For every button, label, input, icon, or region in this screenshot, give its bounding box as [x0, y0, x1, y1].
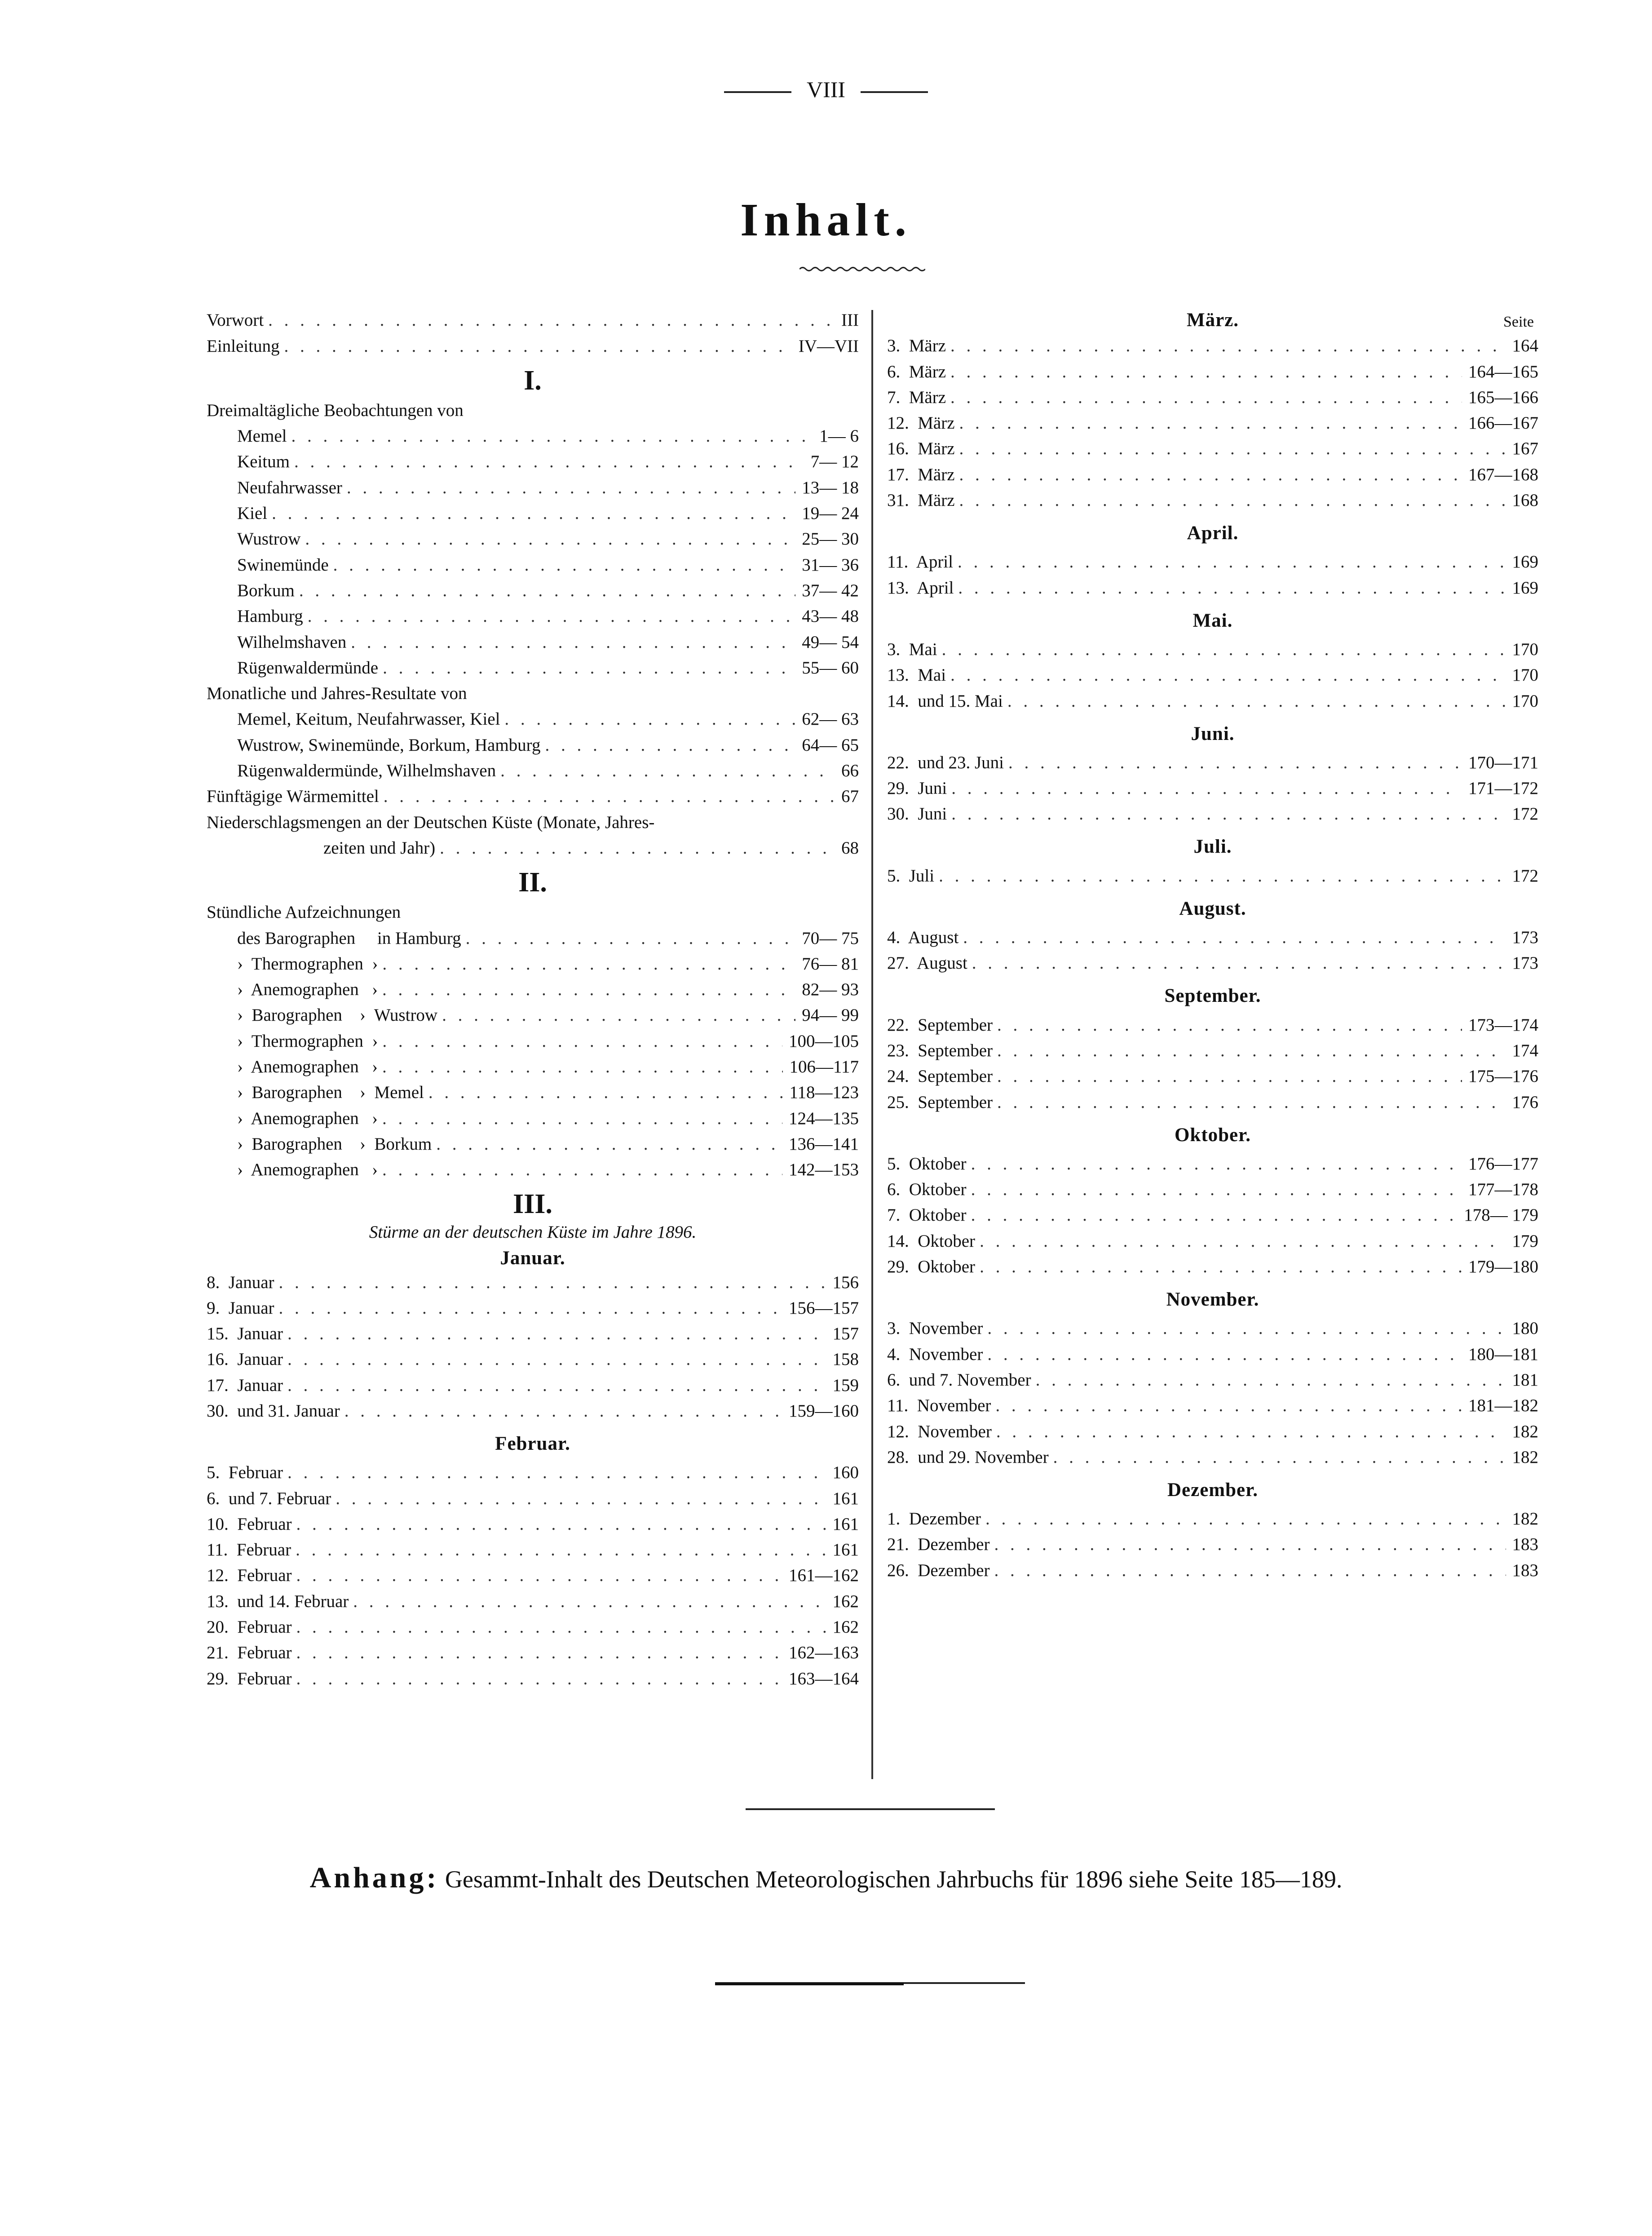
- toc-row: [887, 1202, 1538, 1228]
- toc-page: 169: [1512, 578, 1538, 598]
- toc-row: [207, 1665, 859, 1691]
- toc-page: 179—180: [1468, 1257, 1538, 1277]
- toc-page: 162: [832, 1617, 859, 1637]
- toc-label: 7. Oktober: [887, 1205, 967, 1225]
- toc-row: [207, 552, 859, 577]
- toc-label: 4. August: [887, 928, 959, 948]
- toc-page: 174: [1512, 1041, 1538, 1060]
- toc-page: 64— 65: [802, 735, 859, 755]
- toc-label: 5. Juli: [887, 866, 935, 886]
- toc-row: [887, 436, 1538, 461]
- toc-page: 159—160: [789, 1401, 859, 1421]
- toc-row: [887, 1393, 1538, 1418]
- toc-right-column: [887, 307, 1538, 1583]
- toc-page: 25— 30: [802, 529, 859, 549]
- toc-label: 24. September: [887, 1067, 993, 1086]
- toc-label: Wilhelmshaven: [237, 632, 347, 652]
- appendix-label: Anhang:: [309, 1861, 439, 1894]
- toc-label: Kiel: [237, 504, 268, 523]
- toc-page: 165—166: [1468, 387, 1538, 407]
- toc-label: 23. September: [887, 1041, 993, 1060]
- toc-row: [207, 1269, 859, 1295]
- toc-label: 17. Januar: [207, 1375, 283, 1395]
- toc-page: 176: [1512, 1092, 1538, 1112]
- toc-row: [207, 758, 859, 784]
- toc-page: 170: [1512, 639, 1538, 659]
- toc-row: [207, 1511, 859, 1537]
- toc-row: [887, 1177, 1538, 1202]
- month-heading: Juni.: [1191, 723, 1235, 744]
- toc-label: 6. und 7. Februar: [207, 1488, 331, 1508]
- toc-label: Wustrow, Swinemünde, Borkum, Hamburg: [237, 735, 541, 755]
- toc-row: [207, 655, 859, 681]
- toc-row: [887, 410, 1538, 436]
- toc-label: Niederschlagsmengen an der Deutschen Küste (Monate, Jahres-: [207, 812, 655, 832]
- month-heading: Januar.: [500, 1248, 565, 1269]
- toc-page: 170: [1512, 691, 1538, 711]
- toc-row: [887, 1089, 1538, 1115]
- toc-row: [887, 359, 1538, 384]
- toc-row: [887, 549, 1538, 575]
- toc-row: [887, 1063, 1538, 1089]
- toc-label: › Anemographen ›: [237, 1108, 378, 1128]
- toc-page: 37— 42: [802, 580, 859, 600]
- toc-page: 157: [832, 1324, 859, 1344]
- toc-page: 179: [1512, 1231, 1538, 1251]
- toc-label: 26. Dezember: [887, 1560, 990, 1580]
- toc-row: [207, 1002, 859, 1028]
- toc-row: [887, 750, 1538, 775]
- month-heading: April.: [1187, 522, 1239, 544]
- month-heading: August.: [1179, 898, 1246, 919]
- toc-page: 161: [832, 1514, 859, 1534]
- toc-label: Rügenwaldermünde, Wilhelmshaven: [237, 761, 496, 781]
- toc-label: › Anemographen ›: [237, 980, 378, 1000]
- toc-page: 172: [1512, 866, 1538, 886]
- toc-page: 13— 18: [802, 478, 859, 497]
- toc-row: [887, 1341, 1538, 1367]
- toc-row: [207, 835, 859, 861]
- toc-label: 14. Oktober: [887, 1231, 976, 1251]
- toc-page: 182: [1512, 1447, 1538, 1467]
- toc-label: zeiten und Jahr): [323, 838, 436, 858]
- toc-page: 182: [1512, 1509, 1538, 1529]
- toc-row: [887, 775, 1538, 801]
- toc-label: 13. April: [887, 578, 954, 598]
- toc-row: [887, 1557, 1538, 1583]
- toc-label: 5. Oktober: [887, 1154, 967, 1173]
- toc-page: 173—174: [1468, 1015, 1538, 1035]
- toc-page: 70— 75: [802, 928, 859, 948]
- toc-row: [887, 637, 1538, 662]
- toc-page: 68: [841, 838, 859, 858]
- toc-page: 182: [1512, 1421, 1538, 1441]
- toc-label: Keitum: [237, 452, 290, 472]
- toc-label: 7. März: [887, 387, 946, 407]
- toc-row: [207, 784, 859, 809]
- toc-page: 158: [832, 1350, 859, 1369]
- toc-page: 55— 60: [802, 658, 859, 677]
- toc-label: › Anemographen ›: [237, 1057, 378, 1077]
- toc-row: [887, 333, 1538, 359]
- toc-label: Fünftägige Wärmemittel: [207, 787, 379, 806]
- toc-row-vorwort: [207, 307, 859, 333]
- toc-label: 28. und 29. November: [887, 1447, 1049, 1467]
- toc-row: [887, 1038, 1538, 1063]
- toc-row: [207, 1028, 859, 1054]
- toc-page: 173: [1512, 928, 1538, 948]
- toc-page: 170: [1512, 665, 1538, 685]
- toc-row: [207, 1346, 859, 1372]
- toc-label: › Barographen › Memel: [237, 1083, 424, 1103]
- toc-label: 25. September: [887, 1092, 993, 1112]
- toc-row: [887, 1444, 1538, 1470]
- toc-label: › Thermographen ›: [237, 954, 378, 974]
- toc-row: [207, 1321, 859, 1346]
- toc-label: 1. Dezember: [887, 1509, 981, 1529]
- toc-page: 161: [832, 1540, 859, 1560]
- toc-row: [207, 706, 859, 732]
- toc-page: 118—123: [789, 1083, 859, 1103]
- toc-page: 162—163: [789, 1643, 859, 1663]
- toc-row: [207, 474, 859, 500]
- toc-page: 156: [832, 1272, 859, 1292]
- toc-page: 171—172: [1468, 779, 1538, 798]
- toc-label: 6. und 7. November: [887, 1370, 1031, 1390]
- toc-label: Swinemünde: [237, 555, 329, 575]
- toc-page: 183: [1512, 1535, 1538, 1554]
- toc-label: 5. Februar: [207, 1463, 283, 1483]
- toc-row: [207, 1054, 859, 1080]
- toc-row: [207, 732, 859, 757]
- toc-row: [207, 1563, 859, 1588]
- toc-label: 4. November: [887, 1344, 983, 1364]
- toc-label: 29. Februar: [207, 1669, 292, 1688]
- toc-label: 13. Mai: [887, 665, 946, 685]
- section-numeral-2: II.: [518, 867, 547, 898]
- toc-label: 12. März: [887, 413, 955, 433]
- toc-page: 1— 6: [819, 426, 859, 446]
- toc-label: 30. Juni: [887, 804, 947, 824]
- toc-label: 12. Februar: [207, 1566, 292, 1585]
- toc-page: 176—177: [1468, 1154, 1538, 1173]
- toc-page: 166—167: [1468, 413, 1538, 433]
- month-heading: März. Seite: [887, 307, 1538, 333]
- section-heading: Stündliche Aufzeichnungen: [207, 903, 401, 922]
- toc-label: Einleitung: [207, 336, 280, 356]
- toc-page: 161: [832, 1488, 859, 1508]
- toc-row: [887, 1254, 1538, 1280]
- toc-label: 20. Februar: [207, 1617, 292, 1637]
- toc-page: 169: [1512, 552, 1538, 572]
- toc-page: 180: [1512, 1319, 1538, 1338]
- toc-label: 22. und 23. Juni: [887, 753, 1004, 772]
- page-column-label: Seite: [1503, 314, 1534, 330]
- toc-page: 67: [841, 787, 859, 806]
- month-heading: Februar.: [495, 1433, 570, 1454]
- toc-page: 100—105: [789, 1031, 859, 1051]
- toc-label: Hamburg: [237, 607, 303, 626]
- toc-label: 30. und 31. Januar: [207, 1401, 340, 1421]
- appendix-note: [0, 1861, 1652, 1895]
- toc-row: [887, 662, 1538, 688]
- month-heading: Juli.: [1193, 836, 1232, 858]
- toc-page: 173: [1512, 953, 1538, 973]
- toc-label: Neufahrwasser: [237, 478, 342, 497]
- toc-page: 106—117: [789, 1057, 859, 1077]
- section-heading: Monatliche und Jahres-Resultate von: [207, 684, 467, 704]
- toc-page: 167—168: [1468, 465, 1538, 484]
- toc-label: 16. Januar: [207, 1350, 283, 1369]
- toc-page: 76— 81: [802, 954, 859, 974]
- toc-label: 11. Februar: [207, 1540, 292, 1560]
- toc-label: 22. September: [887, 1015, 993, 1035]
- appendix-text: Gesammt-Inhalt des Deutschen Meteorologischen Jahrbuchs für 1896 siehe Seite 185—189.: [439, 1866, 1343, 1893]
- toc-page: 160: [832, 1463, 859, 1483]
- toc-page: 180—181: [1468, 1344, 1538, 1364]
- toc-label: 12. November: [887, 1421, 992, 1441]
- toc-page: 124—135: [789, 1108, 859, 1128]
- section-numeral-3: III.: [513, 1189, 552, 1220]
- toc-row: [887, 1315, 1538, 1341]
- toc-label: 21. Dezember: [887, 1535, 990, 1554]
- page-number-rule-right: [861, 91, 928, 93]
- month-heading: Mai.: [1193, 610, 1233, 631]
- toc-page: IV—VII: [798, 336, 859, 356]
- toc-label: Memel, Keitum, Neufahrwasser, Kiel: [237, 709, 500, 729]
- toc-row: [887, 1012, 1538, 1037]
- toc-row: [207, 951, 859, 977]
- toc-row: [207, 1485, 859, 1511]
- toc-row: [207, 423, 859, 449]
- toc-page: 159: [832, 1375, 859, 1395]
- toc-label: › Barographen › Borkum: [237, 1134, 432, 1154]
- toc-row: [207, 1295, 859, 1321]
- toc-page: 167: [1512, 439, 1538, 459]
- toc-row: [887, 925, 1538, 950]
- month-heading: Dezember.: [1167, 1479, 1259, 1501]
- toc-row: [887, 801, 1538, 827]
- separator-rule: [746, 1808, 995, 1810]
- toc-row: [207, 449, 859, 474]
- toc-page: 31— 36: [802, 555, 859, 575]
- toc-row: [887, 1367, 1538, 1393]
- toc-label: 3. Mai: [887, 639, 937, 659]
- toc-page: 170—171: [1468, 753, 1538, 772]
- section-subtitle: Stürme an der deutschen Küste im Jahre 1896.: [369, 1222, 697, 1242]
- month-heading: Oktober.: [1174, 1124, 1251, 1146]
- toc-page: 49— 54: [802, 632, 859, 652]
- section-numeral-1: I.: [524, 365, 542, 396]
- toc-page: 181—182: [1468, 1396, 1538, 1416]
- toc-label: › Barographen › Wustrow: [237, 1005, 438, 1025]
- toc-row: [207, 1105, 859, 1131]
- toc-row-einleitung: [207, 333, 859, 359]
- toc-label: › Thermographen ›: [237, 1031, 378, 1051]
- toc-page: 168: [1512, 491, 1538, 510]
- toc-row: [207, 1588, 859, 1614]
- toc-left-column: [207, 307, 859, 1691]
- toc-row: [207, 1460, 859, 1485]
- toc-label: 6. März: [887, 362, 946, 381]
- toc-label: Wustrow: [237, 529, 301, 549]
- toc-page: 181: [1512, 1370, 1538, 1390]
- toc-label: Vorwort: [207, 310, 264, 330]
- toc-label: 29. Juni: [887, 779, 947, 798]
- toc-page: 163—164: [789, 1669, 859, 1688]
- toc-row: [207, 1131, 859, 1157]
- toc-label: 3. März: [887, 336, 946, 356]
- toc-page: 162: [832, 1591, 859, 1611]
- toc-label: 11. April: [887, 552, 953, 572]
- toc-row: [887, 688, 1538, 713]
- toc-row: [887, 950, 1538, 976]
- page-number-text: VIII: [806, 77, 846, 102]
- toc-page: 136—141: [789, 1134, 859, 1154]
- toc-page: 43— 48: [802, 607, 859, 626]
- toc-row: [887, 1151, 1538, 1177]
- closing-rule: [715, 1982, 1025, 1984]
- toc-label: 9. Januar: [207, 1298, 274, 1318]
- toc-label: 8. Januar: [207, 1272, 274, 1292]
- toc-label: 14. und 15. Mai: [887, 691, 1003, 711]
- toc-page: 66: [841, 761, 859, 781]
- toc-label: des Barographen in Hamburg: [237, 928, 461, 948]
- toc-label: Borkum: [237, 580, 295, 600]
- toc-label: Memel: [237, 426, 287, 446]
- toc-page: 164: [1512, 336, 1538, 356]
- toc-page: 82— 93: [802, 980, 859, 1000]
- toc-page: 7— 12: [810, 452, 859, 472]
- toc-label: 16. März: [887, 439, 955, 459]
- toc-label: 13. und 14. Februar: [207, 1591, 349, 1611]
- toc-page: 177—178: [1468, 1180, 1538, 1200]
- toc-row: [887, 385, 1538, 410]
- toc-row: [207, 1398, 859, 1424]
- toc-row: [887, 1506, 1538, 1532]
- toc-row: [207, 1640, 859, 1665]
- page-number-rule-left: [724, 91, 791, 93]
- toc-row: [207, 500, 859, 526]
- toc-page: 19— 24: [802, 504, 859, 523]
- toc-label: 17. März: [887, 465, 955, 484]
- toc-row: [207, 578, 859, 603]
- toc-row: [207, 1537, 859, 1563]
- month-heading: November.: [1166, 1289, 1259, 1311]
- toc-page: 62— 63: [802, 709, 859, 729]
- toc-label: 15. Januar: [207, 1324, 283, 1344]
- toc-row: [207, 1157, 859, 1182]
- toc-page: 94— 99: [802, 1005, 859, 1025]
- toc-row: [887, 461, 1538, 487]
- toc-row: [887, 863, 1538, 888]
- toc-page: 142—153: [789, 1160, 859, 1180]
- toc-label: 31. März: [887, 491, 955, 510]
- toc-page: 183: [1512, 1560, 1538, 1580]
- toc-row: [207, 925, 859, 951]
- toc-row: [887, 1532, 1538, 1557]
- toc-row: [207, 1080, 859, 1105]
- toc-label: 29. Oktober: [887, 1257, 976, 1277]
- toc-label: 11. November: [887, 1396, 991, 1416]
- toc-page: 175—176: [1468, 1067, 1538, 1086]
- toc-label: 10. Februar: [207, 1514, 292, 1534]
- toc-label: 27. August: [887, 953, 967, 973]
- toc-page: 156—157: [789, 1298, 859, 1318]
- toc-page: 178— 179: [1464, 1205, 1538, 1225]
- toc-row: [207, 1372, 859, 1398]
- toc-label: 3. November: [887, 1319, 983, 1338]
- toc-page: 172: [1512, 804, 1538, 824]
- title-ornament: [799, 266, 925, 272]
- toc-row: [207, 629, 859, 655]
- toc-label: 6. Oktober: [887, 1180, 967, 1200]
- page-number: [0, 76, 1652, 102]
- column-divider: [871, 310, 873, 1779]
- toc-row: [207, 1614, 859, 1640]
- toc-row: [887, 1418, 1538, 1444]
- toc-row: [207, 977, 859, 1002]
- month-heading: September.: [1164, 985, 1261, 1007]
- page-title: Inhalt.: [740, 194, 912, 246]
- toc-row-continued: [207, 809, 859, 835]
- toc-page: III: [841, 310, 859, 330]
- toc-row: [887, 575, 1538, 600]
- toc-page: 164—165: [1468, 362, 1538, 381]
- toc-row: [887, 487, 1538, 513]
- toc-label: 21. Februar: [207, 1643, 292, 1663]
- toc-page: 161—162: [789, 1566, 859, 1585]
- toc-row: [207, 603, 859, 629]
- toc-row: [207, 526, 859, 552]
- toc-row: [887, 1228, 1538, 1253]
- toc-label: Rügenwaldermünde: [237, 658, 379, 677]
- toc-label: › Anemographen ›: [237, 1160, 378, 1180]
- section-heading: Dreimaltägliche Beobachtungen von: [207, 400, 464, 420]
